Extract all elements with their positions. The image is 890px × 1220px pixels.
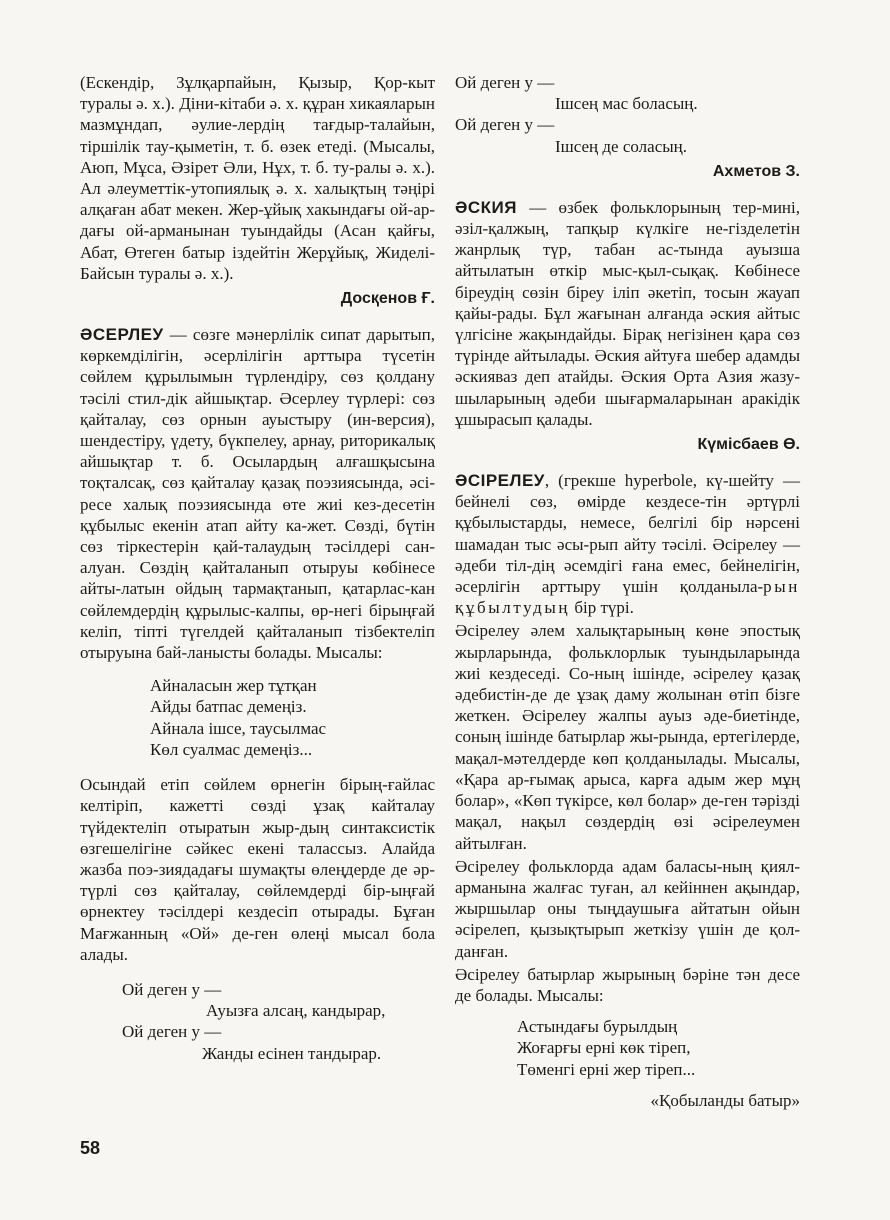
poem-line: Ой деген у — <box>455 73 555 92</box>
entry-esirel <box>455 470 800 618</box>
entry-text: — өзбек фольклорының тер-мині, әзіл-қалжың, тапқыр күлкіге не-гізделетін жанрлық түр, табан ас-тында ауызша айтылатын өткір мыс-қыл-сықақ. Көбінесе біреудің сөзін біреу іліп әкетіп, тосын жауап қайы-рады. Бұл жағынан алғанда әския айтыс үлгісіне жақындайды. Бірақ негізінен қара сөз түрінде айтылады. Әския айтуға шебер адамды әскияваз деп атайды. Әския Орта Азия жазу-шыларының әдеби шығармаларынан аракідік ұшырасып қалады. <box>455 197 800 429</box>
poem-line: Жанды есінен тандырар. <box>202 1043 382 1063</box>
poem-quote <box>517 1016 800 1080</box>
poem-quote <box>455 72 800 157</box>
poem-line: Айнала ішсе, таусылмас <box>150 718 327 738</box>
paragraph: Әсірелеу әлем халықтарының көне эпостық жырларында, фольклорлык туындыларында жиі кездеседі. Со-ның ішінде, әсірелеу қазақ әдебистін-де де ұзақ даму жолынан өтіп бізге жеткен. Әсірелеу жалпы ауыз әде-биетінде, соның ішінде батырлар жы-рында, ертегілерде, мақал-мәтелдерде көп қолданылады. Мысалы, «Қара ар-ғымақ арыса, карға адым жер мұң болар», «Көп түкірсе, көл болар» де-ген тәрізді мақал, нақыл сөздердің өзі әсірелеумен айтылған. <box>455 621 800 853</box>
poem-line: Айналасын жер тұтқан <box>150 676 317 696</box>
poem-line: Ішсең де соласың. <box>555 136 688 156</box>
paragraph: Әсірелеу батырлар жырының бәріне тән десе де болады. Мысалы: <box>455 964 800 1005</box>
entry-text: бір түрі. <box>570 598 634 618</box>
entry-eserleu <box>80 324 435 663</box>
paragraph: Әсірелеу фольклорда адам баласы-ның қиял-арманына жалғас туған, ал кейіннен ақындар, жыршылар оны тыңдаушыға айтатын ойын әсірелеп, қызықтырып жеткізу үшін де қол-данған. <box>455 856 800 961</box>
poem-line: Астындағы бурылдың <box>517 1017 678 1037</box>
author-signature: Досқенов Ғ. <box>340 290 435 308</box>
poem-line: Жоғарғы ерні көк тіреп, <box>517 1038 691 1058</box>
entry-eskiya <box>455 197 800 430</box>
poem-line: Көл суалмас демеңіз... <box>150 739 313 759</box>
entry-term: ӘСІРЕЛЕУ <box>455 471 545 491</box>
quote-source: «Қобыланды батыр» <box>650 1090 800 1110</box>
poem-quote <box>122 979 435 1064</box>
poem-line: Ауызға алсаң, кандырар, <box>206 1001 386 1021</box>
paragraph: Осындай етіп сөйлем өрнегін бірың-ғайлас келтіріп, кажетті сөзді ұзақ кайталау түйдектеліп отыратын жыр-дың синтаксистік өзгешелігіне сәйкес екені талассыз. Алайда жазба поэ-зиядадағы шумақты өлеңдерде де әр-түрлі сөз қайталау, сөйлемдерді бір-ыңғай өрнектеу тәсілдері кездесіп отырады. Бұған Мағжанның «Ой» де-ген өлеңі мысал бола алады. <box>80 775 435 964</box>
author-signature: Күмісбаев Ө. <box>697 436 800 454</box>
entry-term: ӘСКИЯ <box>455 197 517 217</box>
left-column <box>80 72 435 1064</box>
poem-quote <box>150 675 435 760</box>
poem-line: Ішсең мас боласың. <box>555 94 698 114</box>
poem-line: Айды батпас демеңіз. <box>150 697 307 717</box>
paragraph-legends-continued: (Ескендір, Зұлқарпайын, Қызыр, Қор-кыт туралы ә. х.). Діни-кітаби ә. х. құран хикаяларын мазмұндап, әулие-лердің тағдыр-талайын, тіршілік тау-қыметін, т. б. өзек етеді. (Мысалы, Аюп, Мұса, Әзірет Әли, Нұх, т. б. ту-ралы ә. х.). Ал әлеуметтік-утопиялық ә. х. халықтың тәңірі алқаған абат мекен. Жер-ұйық хакындағы ой-ар-дағы ой-арманынан туындайды (Асан қайғы, Абат, Өтеген батыр іздейтін Жерұйық, Жиделі-Байсын туралы ә. х.). <box>80 73 435 283</box>
author-signature: Ахметов З. <box>712 162 800 180</box>
poem-line: Ой деген у — <box>122 1022 222 1042</box>
entry-text: , (грекше hyperbole, кү-шейту — бейнелі сөз, өмірде кездесе-тін әртүрлі құбылыстарды, немесе, белгілі бір нәрсені шамадан тыс әсы-рып айту тәсілі. Әсірелеу — әдеби тіл-дің әсемдігі ғана емес, бейнелігін, әсерлігін арттыру үшін қолданыла- <box>455 471 800 597</box>
entry-text: — сөзге мәнерлілік сипат дарытып, көркемділігін, әсерлілігін арттыра түсетін сөйлем құрылымын түрлендіру, сөз қолдану тәсілі стил-дік айшықтар. Әсерлеу түрлері: сөз қайталау, сөз орнын ауыстыру (ин-версия), шендестіру, үдету, бүкпелеу, арнау, риторикалық айшықтар т. б. Осылардың алғашқысына тоқталсақ, сөз қайталау қазақ поэзиясында, әсі-ресе халық поэзиясында өте жиі кез-десетін құбылыс екенін атап айту ка-жет. Сөзді, бүтін сөз тіркестерін қай-талаудың тәсілдері сан-алуан. Сөздің қайталанып отыруы көбінесе айты-латын ойдың тармақтанып, қатарлас-кан сөйлемдердің құрылыс-калпы, өр-негі бірыңғай келіп, тіпті түгелдей қайталанып тізбектеліп отыруына бай-ланысты болады. Мысалы: <box>80 325 435 663</box>
poem-line: Төменгі ерні жер тіреп... <box>517 1059 696 1079</box>
poem-line: Ой деген у — <box>455 115 555 135</box>
page-number: 58 <box>80 1138 101 1158</box>
poem-line: Ой деген у — <box>122 979 222 999</box>
spaced-emphasis: рын құбылтудың <box>455 577 800 618</box>
entry-term: ӘСЕРЛЕУ <box>80 325 164 345</box>
right-column <box>455 72 800 1111</box>
